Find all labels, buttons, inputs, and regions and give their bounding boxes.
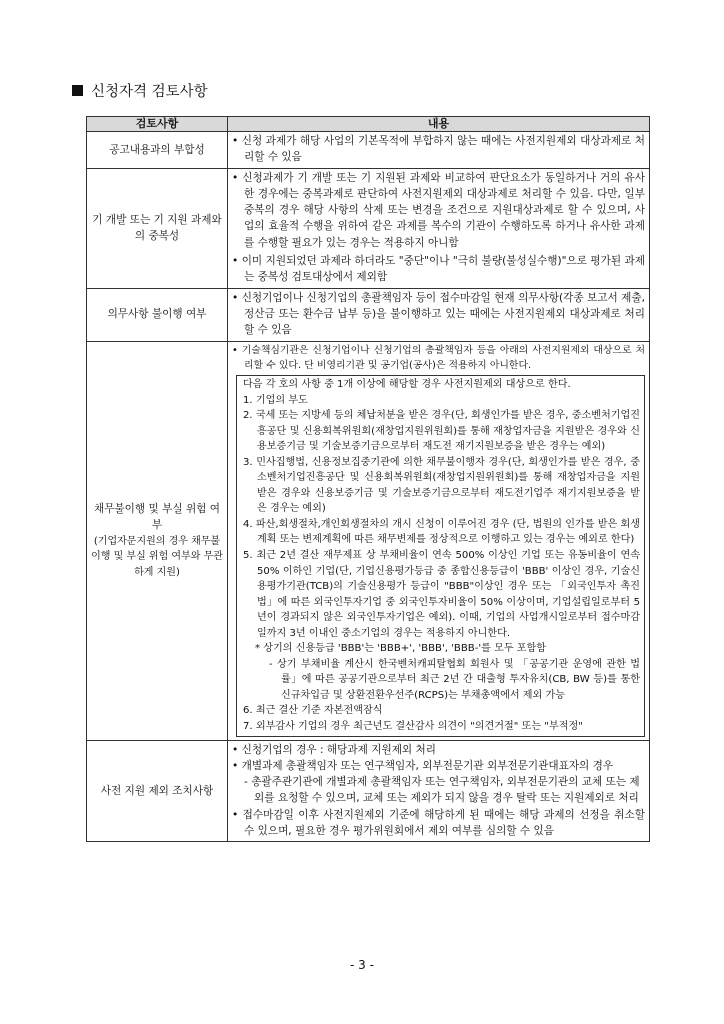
table-row [87,132,650,169]
bullet-text: • 이미 지원되었던 과제라 하더라도 "중단"이나 "극히 불량(불성실수행)"으로 평가된 과제는 중복성 검토대상에서 제외함 [232,255,645,284]
black-square-icon [72,85,83,96]
criteria-item: 7. 외부감사 기업의 경우 최근년도 결산감사 의견이 "의견거절" 또는 "부적정" [243,721,583,732]
table-row [87,341,650,740]
row-content [228,740,650,842]
criteria-item: 2. 국세 또는 지방세 등의 체납처분을 받은 경우(단, 회생인가를 받은 경우, 중소벤처기업진흥공단 및 신용회복위원회(재창업지원위원회)를 통해 재창업자금을 지원받은 경우와 신용보증기금 및 기술보증기금으로부터 재도전 재기지원보증을 받은 경우는 예외) [243,410,640,453]
criteria-item: 4. 파산,회생절차,개인회생절차의 개시 신청이 이루어진 경우 (단, 법원의 인가를 받은 회생계획 또는 변제계획에 따른 채무변제를 정상적으로 이행하고 있는 경우는 예외로 한다) [243,518,640,546]
bullet-text: • 신청기업의 경우 : 해당과제 지원제외 처리 [232,743,436,756]
bullet-text: • 기술책심기관은 신청기업이나 신청기업의 총괄책임자 등을 아래의 사전지원제외 대상으로 처리할 수 있다. 단 비영리기관 및 공기업(공사)은 적용하지 아니한다. [232,344,645,371]
row-item-main: 채무불이행 및 부실 위험 여부 [93,503,221,532]
bullet-text: • 개별과제 총괄책임자 또는 연구책임자, 외부전문기관 외부전문기관대표자의 경우 [232,759,614,772]
bullet-text: • 신청과제가 기 개발 또는 기 지원된 과제와 비교하여 판단요소가 동일하거나 거의 유사한 경우에는 중복과제로 판단하여 사전지원제외 대상과제로 처리할 수 있음. 다만, 일부 중복의 경우 해당 사항의 삭제 또는 변경을 조건으로 지원대상과제로 할 수 있으며, 사업의 효율적 수행을 위하여 같은 과제를 복수의 기관이 수행하도록 하거나 유사한 과제를 수행할 필요가 있는 경우는 적용하지 아니함 [232,171,645,249]
row-item: 사전 지원 제외 조치사항 [87,740,228,842]
row-content [228,341,650,740]
table-row [87,740,650,842]
row-content [228,288,650,341]
bullet-text: • 신청기업이나 신청기업의 총괄책임자 등이 접수마감일 현재 의무사항(각종 보고서 제출, 정산금 또는 환수금 납부 등)을 불이행하고 있는 때에는 사전지원제외 대상과제로 처리할 수 있음 [232,291,645,337]
dash-text: - 총괄주관기관에 개별과제 총괄책임자 또는 연구책임자, 외부전문기관의 교체 또는 제외를 요청할 수 있으며, 교체 또는 제외가 되지 않을 경우 탈락 또는 지원제외로 처리 [244,776,640,805]
row-item: 공고내용과의 부합성 [87,132,228,169]
criteria-item: 3. 민사집행법, 신용정보집중기관에 의한 채무불이행자 경우(단, 회생인가를 받은 경우, 중소벤처기업진흥공단 및 신용회복위원회(재창업지원위원회)를 통해 재창업자금을 지원받은 경우와 신용보증기금 및 기술보증기금으로부터 재도전기업주 재기지원보증을 받은 경우는 예외) [243,456,640,515]
criteria-subnote: - 상기 부채비율 계산시 한국벤처캐피탈협회 회원사 및 「공공기관 운영에 관한 법률」에 따른 공공기관으로부터 최근 2년 간 대출형 투자유치(CB, BW 등)를 통한 신규차입금 및 상환전환우선주(RCPS)는 부채총액에서 제외 가능 [269,658,640,701]
bullet-text: • 신청 과제가 해당 사업의 기본목적에 부합하지 않는 때에는 사전지원제외 대상과제로 처리할 수 있음 [232,135,645,164]
row-content [228,132,650,169]
box-intro: 다음 각 호의 사항 중 1개 이상에 해당할 경우 사전지원제외 대상으로 한다. [243,378,571,390]
section-heading [72,80,208,101]
criteria-item: 6. 최근 결산 기준 자본전액잠식 [243,705,383,717]
criteria-item: 1. 기업의 부도 [243,394,308,406]
review-criteria-table [86,116,650,842]
table-row [87,288,650,341]
exclusion-criteria-box [236,375,645,737]
row-content [228,168,650,288]
criteria-note: * 상기의 신용등급 'BBB'는 'BBB+', 'BBB', 'BBB-'를 모두 포함함 [255,643,547,655]
row-item [87,341,228,740]
page-number: - 3 - [350,958,374,972]
criteria-item: 5. 최근 2년 결산 재무제표 상 부채비율이 연속 500% 이상인 기업 또는 유동비율이 연속 50% 이하인 기업(단, 기업신용평가등급 중 종합신용등급이 'BBB' 이상인 경우, 기술신용평가기관(TCB)의 기술신용평가 등급이 "BBB"이상인 경우 또는 「외국인투자 촉진법」에 따른 외국인투자기업 중 외국인투자비율이 50% 이상이며, 기업설립일로부터 5년이 경과되지 않은 외국인투자기업은 예외). 이때, 기업의 사업개시일로부터 접수마감일까지 3년 이내인 중소기업의 경우는 적용하지 아니한다. [243,549,640,639]
header-content: 내용 [228,117,650,132]
row-item: 의무사항 불이행 여부 [87,288,228,341]
table-header-row [87,117,650,132]
header-item: 검토사항 [87,117,228,132]
bullet-text: • 접수마감일 이후 사전지원제외 기준에 해당하게 된 때에는 해당 과제의 선정을 취소할 수 있으며, 필요한 경우 평가위원회에서 제외 여부를 심의할 수 있음 [232,808,645,838]
row-item: 기 개발 또는 기 지원 과제와의 중복성 [87,168,228,288]
row-item-note: (기업자문지원의 경우 채무불이행 및 부실 위험 여부와 무관하게 지원) [91,535,223,578]
table-row [87,168,650,288]
section-title: 신청자격 검토사항 [91,84,208,100]
